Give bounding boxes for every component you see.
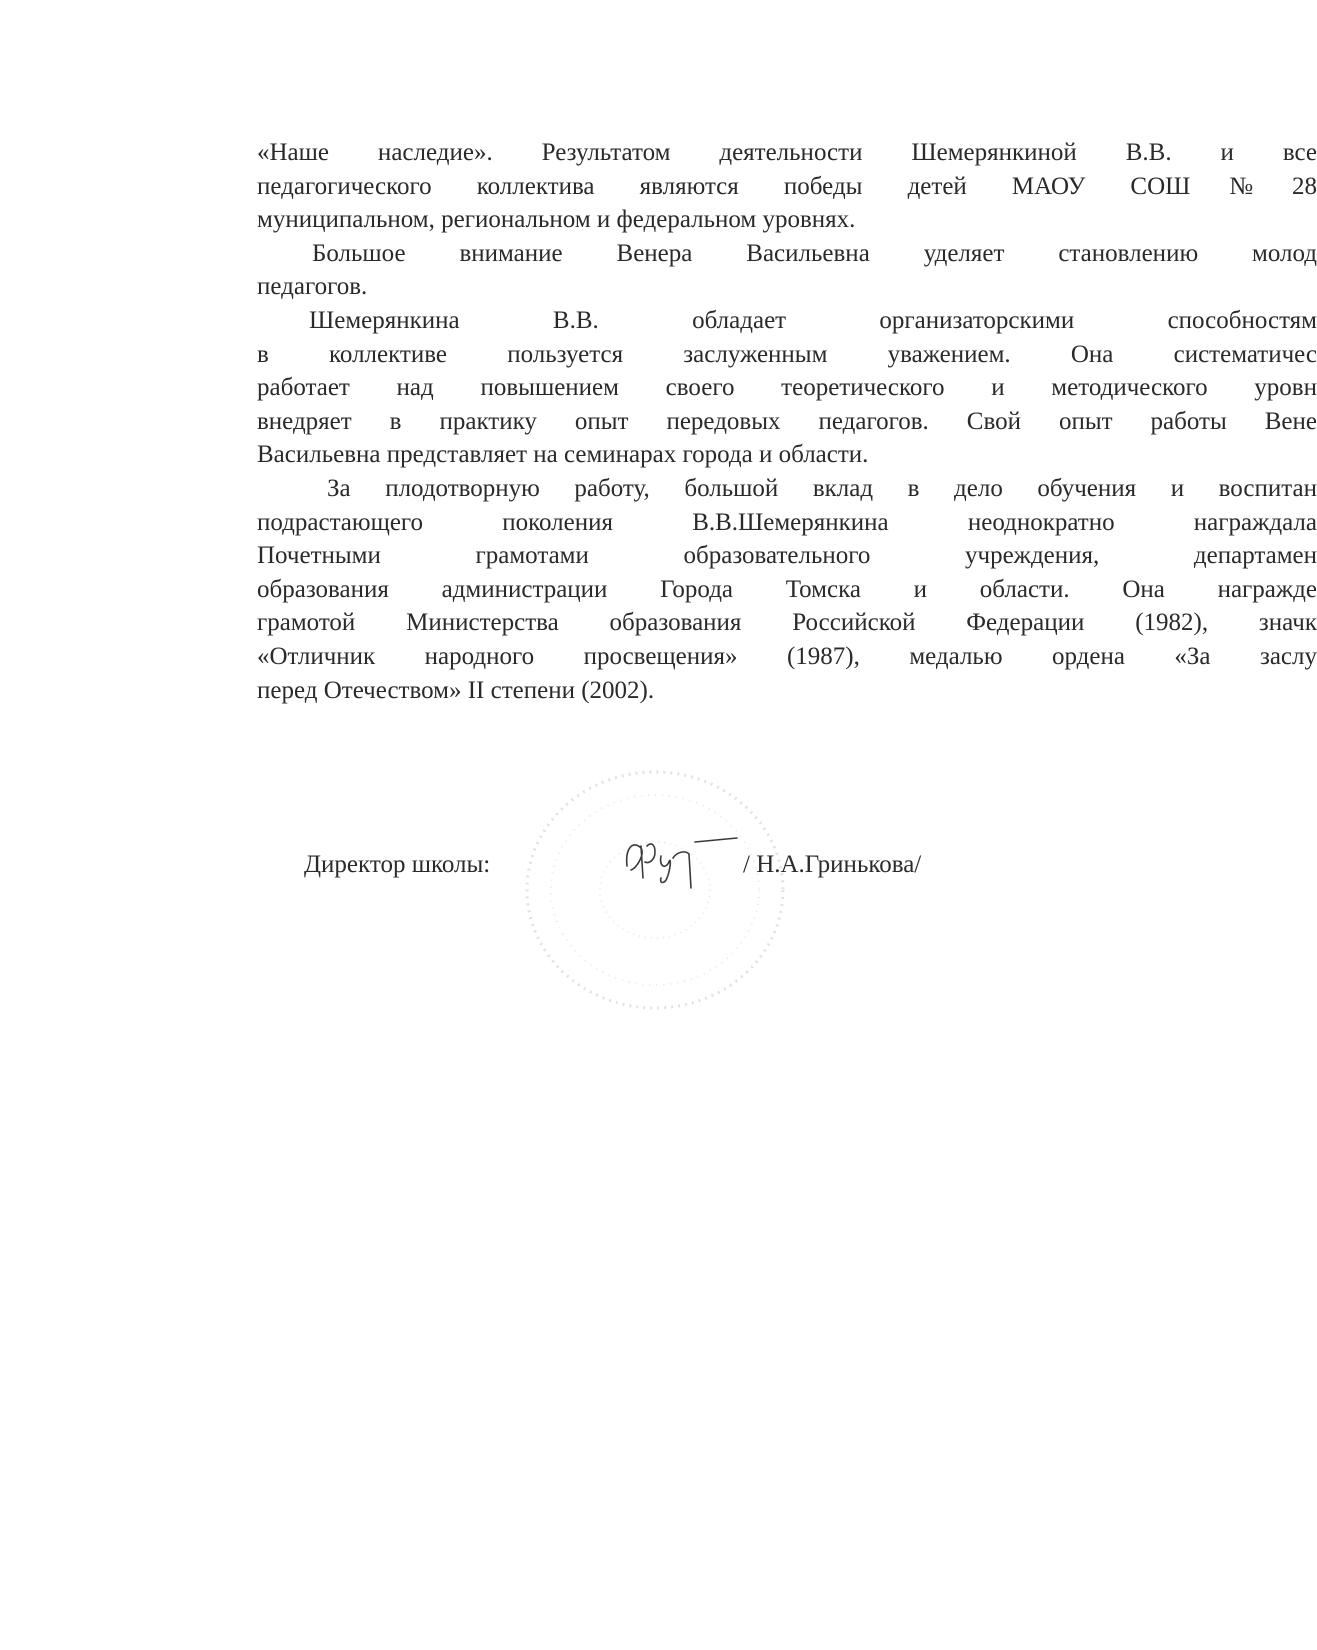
text-line: Почетными грамотами образовательного учреждения, департамен: [257, 542, 1317, 570]
document-body: [257, 136, 1317, 736]
paragraph: [257, 136, 1317, 237]
text-line: подрастающего поколения В.В.Шемерянкина неоднократно награждала: [257, 508, 1317, 536]
text-line: внедряет в практику опыт передовых педагогов. Свой опыт работы Вене: [257, 407, 1317, 435]
text-line: «Отличник народного просвещения» (1987), медалью ордена «За заслу: [257, 642, 1317, 670]
text-line: работает над повышением своего теоретического и методического уровн: [257, 374, 1317, 402]
paragraph: [257, 237, 1317, 304]
text-line: грамотой Министерства образования Российской Федерации (1982), значк: [257, 609, 1317, 637]
text-line: педагогического коллектива являются победы детей МАОУ СОШ№28: [257, 172, 1317, 200]
text-line: Большое внимание Венера Васильевна уделяет становлению молод: [312, 239, 1317, 267]
signatory-name: / Н.А.Гринькова/: [743, 851, 922, 878]
text-line: в коллективе пользуется заслуженным уважением. Она систематичес: [257, 340, 1317, 368]
paragraph: [257, 472, 1317, 707]
signature-label: Директор школы:: [304, 851, 491, 878]
text-line: педагогов.: [257, 273, 368, 301]
signature-block: [0, 845, 1275, 905]
text-line: перед Отечеством» II степени (2002).: [257, 676, 655, 704]
text-line: образования администрации Города Томска и области. Она награжде: [257, 575, 1317, 603]
paragraph: [257, 304, 1317, 472]
text-line: Шемерянкина В.В. обладает организаторскими способностям: [309, 306, 1317, 334]
text-line: Васильевна представляет на семинарах города и области.: [257, 441, 869, 469]
text-line: «Наше наследие». Результатом деятельности Шемерянкиной В.В. и все: [257, 139, 1317, 166]
text-line: муниципальном, региональном и федеральном уровнях.: [257, 206, 856, 234]
text-line: За плодотворную работу, большой вклад в дело обучения и воспитан: [327, 474, 1317, 502]
